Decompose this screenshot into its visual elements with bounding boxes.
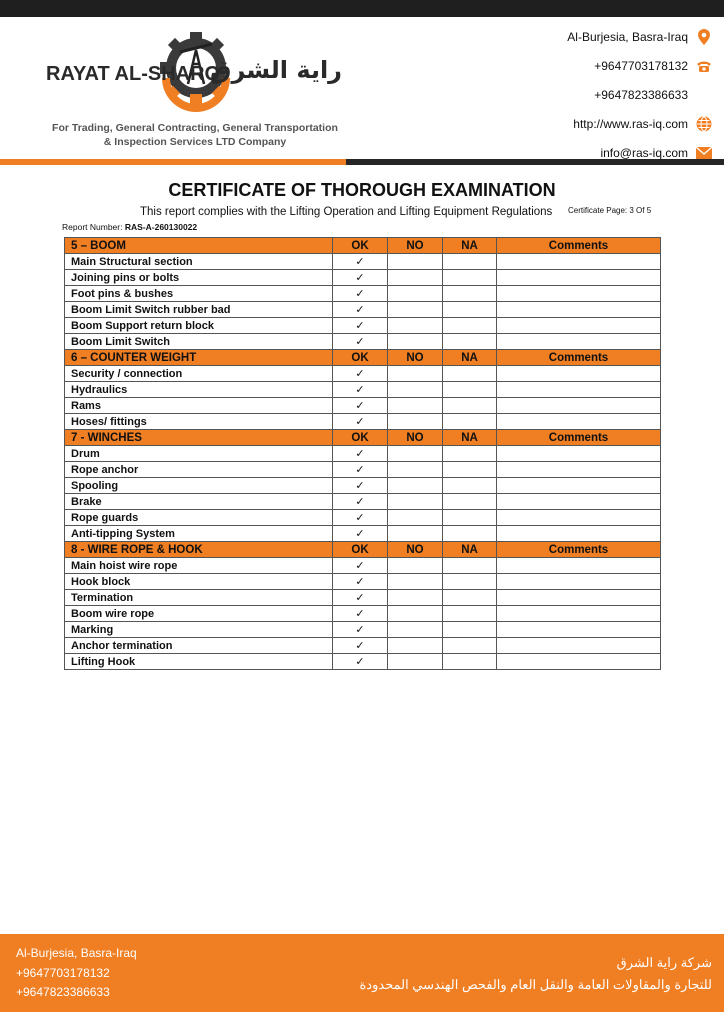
table-row xyxy=(65,398,661,414)
page-title: CERTIFICATE OF THOROUGH EXAMINATION xyxy=(168,180,556,200)
comments-cell xyxy=(497,510,661,526)
na-cell xyxy=(443,270,497,286)
ok-check-cell: ✓ xyxy=(333,638,388,654)
no-cell xyxy=(388,270,443,286)
table-row xyxy=(65,270,661,286)
item-label: Boom Limit Switch xyxy=(65,334,333,350)
column-header-comments: Comments xyxy=(497,350,661,366)
no-cell xyxy=(388,382,443,398)
no-cell xyxy=(388,398,443,414)
item-label: Marking xyxy=(65,622,333,638)
na-cell xyxy=(443,654,497,670)
comments-cell xyxy=(497,494,661,510)
section-header-row xyxy=(65,430,661,446)
footer-ar-line-2: للتجارة والمقاولات العامة والنقل العام والفحص الهندسي المحدودة xyxy=(359,977,712,992)
table-row xyxy=(65,606,661,622)
comments-cell xyxy=(497,334,661,350)
contact-website-text: http://www.ras-iq.com xyxy=(573,116,688,131)
comments-cell xyxy=(497,302,661,318)
table-row xyxy=(65,318,661,334)
column-header-comments: Comments xyxy=(497,542,661,558)
ok-check-cell: ✓ xyxy=(333,446,388,462)
comments-cell xyxy=(497,526,661,542)
comments-cell xyxy=(497,254,661,270)
comments-cell xyxy=(497,654,661,670)
comments-cell xyxy=(497,462,661,478)
table-row xyxy=(65,622,661,638)
footer-company-ar xyxy=(360,952,713,996)
comments-cell xyxy=(497,574,661,590)
no-cell xyxy=(388,286,443,302)
item-label: Hydraulics xyxy=(65,382,333,398)
contact-address xyxy=(452,22,712,51)
comments-cell xyxy=(497,558,661,574)
table-row xyxy=(65,638,661,654)
comments-cell xyxy=(497,606,661,622)
na-cell xyxy=(443,526,497,542)
no-cell xyxy=(388,366,443,382)
no-cell xyxy=(388,494,443,510)
item-label: Security / connection xyxy=(65,366,333,382)
column-header-ok: OK xyxy=(333,350,388,366)
header-divider-orange xyxy=(0,159,346,165)
ok-check-cell: ✓ xyxy=(333,606,388,622)
column-header-na: NA xyxy=(443,350,497,366)
report-number-value: RAS-A-260130022 xyxy=(124,222,198,232)
certificate-page-number: Certificate Page: 3 Of 5 xyxy=(568,206,652,215)
ok-check-cell: ✓ xyxy=(333,302,388,318)
na-cell xyxy=(443,622,497,638)
table-row xyxy=(65,526,661,542)
table-row xyxy=(65,254,661,270)
contact-address-text: Al-Burjesia, Basra-Iraq xyxy=(567,29,688,44)
no-cell xyxy=(388,478,443,494)
footer-phone-1[interactable]: +9647703178132 xyxy=(16,965,110,980)
table-row xyxy=(65,654,661,670)
comments-cell xyxy=(497,318,661,334)
top-bar xyxy=(0,0,724,17)
na-cell xyxy=(443,398,497,414)
na-cell xyxy=(443,446,497,462)
ok-check-cell: ✓ xyxy=(333,270,388,286)
company-tagline xyxy=(40,121,350,149)
column-header-comments: Comments xyxy=(497,238,661,254)
no-cell xyxy=(388,446,443,462)
item-label: Main Structural section xyxy=(65,254,333,270)
column-header-ok: OK xyxy=(333,238,388,254)
item-label: Boom wire rope xyxy=(65,606,333,622)
na-cell xyxy=(443,510,497,526)
no-cell xyxy=(388,638,443,654)
comments-cell xyxy=(497,478,661,494)
item-label: Brake xyxy=(65,494,333,510)
table-row xyxy=(65,574,661,590)
comments-cell xyxy=(497,446,661,462)
contact-phone-2[interactable] xyxy=(452,80,712,109)
comments-cell xyxy=(497,414,661,430)
ok-check-cell: ✓ xyxy=(333,574,388,590)
report-number xyxy=(62,222,197,232)
item-label: Anti-tipping System xyxy=(65,526,333,542)
item-label: Drum xyxy=(65,446,333,462)
table-row xyxy=(65,510,661,526)
ok-check-cell: ✓ xyxy=(333,654,388,670)
na-cell xyxy=(443,414,497,430)
no-cell xyxy=(388,526,443,542)
na-cell xyxy=(443,334,497,350)
section-header-row xyxy=(65,542,661,558)
column-header-na: NA xyxy=(443,542,497,558)
logo-name-ar: راية الشرق xyxy=(209,56,342,84)
no-cell xyxy=(388,462,443,478)
table-row xyxy=(65,382,661,398)
table-row xyxy=(65,286,661,302)
contact-phone-1[interactable] xyxy=(452,51,712,80)
no-cell xyxy=(388,558,443,574)
no-cell xyxy=(388,654,443,670)
table-row xyxy=(65,446,661,462)
ok-check-cell: ✓ xyxy=(333,334,388,350)
no-cell xyxy=(388,510,443,526)
table-row xyxy=(65,414,661,430)
column-header-comments: Comments xyxy=(497,430,661,446)
comments-cell xyxy=(497,270,661,286)
no-cell xyxy=(388,414,443,430)
no-cell xyxy=(388,574,443,590)
column-header-na: NA xyxy=(443,430,497,446)
na-cell xyxy=(443,462,497,478)
ok-check-cell: ✓ xyxy=(333,494,388,510)
na-cell xyxy=(443,254,497,270)
section-header-row xyxy=(65,350,661,366)
item-label: Lifting Hook xyxy=(65,654,333,670)
ok-check-cell: ✓ xyxy=(333,414,388,430)
footer-phone-2[interactable]: +9647823386633 xyxy=(16,985,110,999)
na-cell xyxy=(443,558,497,574)
ok-check-cell: ✓ xyxy=(333,462,388,478)
na-cell xyxy=(443,318,497,334)
item-label: Main hoist wire rope xyxy=(65,558,333,574)
na-cell xyxy=(443,302,497,318)
na-cell xyxy=(443,494,497,510)
comments-cell xyxy=(497,398,661,414)
footer-contact xyxy=(16,944,137,1003)
contact-phone-1-text: +9647703178132 xyxy=(594,58,688,73)
tagline-line-1: For Trading, General Contracting, General Transportation xyxy=(52,122,338,134)
no-cell xyxy=(388,318,443,334)
no-cell xyxy=(388,606,443,622)
item-label: Boom Support return block xyxy=(65,318,333,334)
item-label: Foot pins & bushes xyxy=(65,286,333,302)
na-cell xyxy=(443,638,497,654)
comments-cell xyxy=(497,622,661,638)
comments-cell xyxy=(497,382,661,398)
na-cell xyxy=(443,478,497,494)
footer-address: Al-Burjesia, Basra-Iraq xyxy=(16,946,137,960)
company-logo xyxy=(44,22,344,122)
na-cell xyxy=(443,366,497,382)
ok-check-cell: ✓ xyxy=(333,398,388,414)
section-header-row xyxy=(65,238,661,254)
contact-phone-2-text: +9647823386633 xyxy=(594,87,688,102)
item-label: Spooling xyxy=(65,478,333,494)
contact-website[interactable] xyxy=(452,109,712,138)
table-row xyxy=(65,334,661,350)
table-row xyxy=(65,302,661,318)
section-title: 7 - WINCHES xyxy=(65,430,333,446)
ok-check-cell: ✓ xyxy=(333,382,388,398)
no-cell xyxy=(388,334,443,350)
column-header-no: NO xyxy=(388,430,443,446)
ok-check-cell: ✓ xyxy=(333,622,388,638)
na-cell xyxy=(443,606,497,622)
comments-cell xyxy=(497,366,661,382)
column-header-no: NO xyxy=(388,238,443,254)
table-row xyxy=(65,478,661,494)
na-cell xyxy=(443,574,497,590)
no-cell xyxy=(388,590,443,606)
comments-cell xyxy=(497,638,661,654)
column-header-no: NO xyxy=(388,350,443,366)
globe-icon xyxy=(696,116,712,132)
footer xyxy=(0,934,724,1012)
section-title: 8 - WIRE ROPE & HOOK xyxy=(65,542,333,558)
item-label: Anchor termination xyxy=(65,638,333,654)
phone-icon xyxy=(696,58,712,74)
table-row xyxy=(65,590,661,606)
na-cell xyxy=(443,382,497,398)
report-number-label: Report Number: xyxy=(62,222,123,232)
column-header-ok: OK xyxy=(333,542,388,558)
ok-check-cell: ✓ xyxy=(333,526,388,542)
ok-check-cell: ✓ xyxy=(333,590,388,606)
table-row xyxy=(65,462,661,478)
column-header-na: NA xyxy=(443,238,497,254)
ok-check-cell: ✓ xyxy=(333,478,388,494)
item-label: Boom Limit Switch rubber bad xyxy=(65,302,333,318)
item-label: Rams xyxy=(65,398,333,414)
item-label: Rope guards xyxy=(65,510,333,526)
na-cell xyxy=(443,286,497,302)
section-title: 5 – BOOM xyxy=(65,238,333,254)
item-label: Joining pins or bolts xyxy=(65,270,333,286)
footer-bottom-strip xyxy=(0,1012,724,1024)
no-cell xyxy=(388,302,443,318)
ok-check-cell: ✓ xyxy=(333,318,388,334)
column-header-no: NO xyxy=(388,542,443,558)
contact-spacer xyxy=(696,87,712,103)
tagline-line-2: & Inspection Services LTD Company xyxy=(103,136,287,148)
item-label: Hoses/ fittings xyxy=(65,414,333,430)
no-cell xyxy=(388,254,443,270)
ok-check-cell: ✓ xyxy=(333,254,388,270)
location-pin-icon xyxy=(696,29,712,45)
regulations-note: This report complies with the Lifting Operation and Lifting Equipment Regulations xyxy=(140,206,553,218)
ok-check-cell: ✓ xyxy=(333,286,388,302)
comments-cell xyxy=(497,590,661,606)
ok-check-cell: ✓ xyxy=(333,510,388,526)
comments-cell xyxy=(497,286,661,302)
item-label: Hook block xyxy=(65,574,333,590)
item-label: Termination xyxy=(65,590,333,606)
logo-name-en: RAYAT AL-SHARQ xyxy=(46,63,221,85)
ok-check-cell: ✓ xyxy=(333,558,388,574)
footer-ar-line-1: شركة راية الشرق xyxy=(616,955,712,970)
column-header-ok: OK xyxy=(333,430,388,446)
inspection-table xyxy=(64,237,661,670)
header-divider-dark xyxy=(346,159,724,165)
ok-check-cell: ✓ xyxy=(333,366,388,382)
table-row xyxy=(65,558,661,574)
no-cell xyxy=(388,622,443,638)
item-label: Rope anchor xyxy=(65,462,333,478)
contact-email-text: info@ras-iq.com xyxy=(600,145,688,160)
na-cell xyxy=(443,590,497,606)
table-row xyxy=(65,494,661,510)
section-title: 6 – COUNTER WEIGHT xyxy=(65,350,333,366)
contact-list xyxy=(452,22,712,167)
table-row xyxy=(65,366,661,382)
